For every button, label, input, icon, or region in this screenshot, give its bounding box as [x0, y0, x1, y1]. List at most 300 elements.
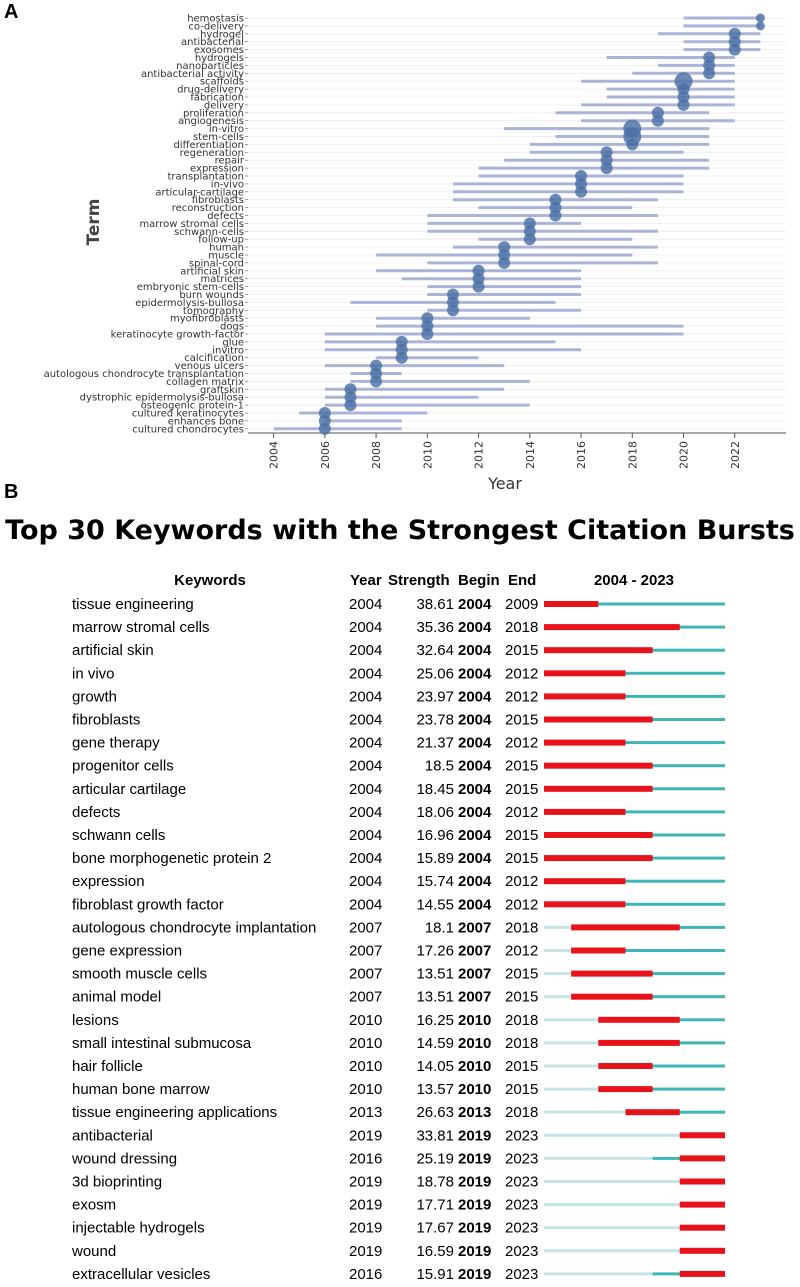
begin-value: 2019: [458, 1242, 492, 1260]
burst-row: [72, 1174, 725, 1191]
year-value: 2004: [349, 803, 383, 821]
keyword: 3d bioprinting: [72, 1173, 163, 1191]
burst-segment: [680, 1202, 725, 1208]
keyword: small intestinal submucosa: [72, 1034, 252, 1052]
begin-value: 2004: [458, 780, 492, 798]
begin-value: 2007: [458, 942, 492, 960]
keyword: bone morphogenetic protein 2: [72, 850, 272, 868]
inactive-segment: [544, 1088, 598, 1091]
strength-value: 17.71: [416, 1196, 454, 1214]
inactive-segment: [544, 972, 571, 975]
peak-point-articular-cartilage: [575, 186, 587, 198]
strength-value: 38.61: [416, 596, 454, 613]
panel-a-x-ticks: [268, 433, 742, 469]
burst-row: [71, 1150, 725, 1167]
x-tick-label: 2006: [318, 441, 332, 469]
begin-value: 2019: [458, 1219, 492, 1237]
term-label: stem-cells: [192, 132, 244, 143]
x-tick-label: 2012: [472, 441, 486, 469]
end-value: 2015: [505, 1081, 539, 1099]
strength-value: 17.26: [416, 942, 454, 960]
keyword: fibroblast growth factor: [72, 896, 224, 914]
burst-row: [72, 827, 725, 844]
keyword: lesions: [72, 1011, 119, 1029]
year-value: 2013: [349, 1104, 383, 1122]
term-label: exosomes: [193, 45, 244, 57]
peak-point-differentiation: [626, 138, 638, 150]
end-value: 2018: [505, 1034, 539, 1052]
term-label: delivery: [203, 100, 244, 112]
begin-value: 2004: [458, 873, 492, 891]
strength-value: 16.25: [416, 1011, 454, 1029]
burst-segment: [680, 1155, 725, 1161]
end-value: 2023: [505, 1173, 539, 1191]
header-strength: Strength: [388, 572, 450, 589]
term-label: hydrogel: [200, 29, 244, 41]
burst-row: [72, 1104, 725, 1121]
x-tick-label: 2014: [523, 441, 537, 469]
year-value: 2007: [349, 988, 383, 1006]
end-value: 2015: [505, 1058, 539, 1075]
keyword: antibacterial: [72, 1127, 153, 1145]
end-value: 2012: [505, 873, 539, 891]
term-label: collagen matrix: [166, 376, 244, 388]
end-value: 2023: [505, 1242, 539, 1260]
peak-point-embryonic-stem-cells: [473, 281, 485, 293]
burst-row: [72, 1220, 725, 1237]
strength-value: 13.51: [416, 965, 454, 983]
keyword: wound dressing: [72, 1150, 178, 1168]
year-value: 2019: [349, 1173, 383, 1191]
keyword: fibroblasts: [72, 711, 141, 729]
burst-row: [72, 1266, 725, 1283]
burst-row: [72, 896, 725, 913]
header-year: Year: [350, 572, 382, 589]
strength-value: 25.06: [416, 665, 454, 683]
inactive-segment: [544, 1065, 598, 1068]
begin-value: 2010: [458, 1058, 492, 1075]
burst-segment: [571, 948, 625, 954]
burst-row: [72, 596, 725, 613]
term-label: spinal-cord: [188, 258, 244, 270]
strength-value: 16.59: [416, 1242, 454, 1260]
panel-a-term-labels: [44, 14, 248, 436]
end-value: 2012: [505, 688, 539, 706]
peak-point-exosomes: [729, 44, 741, 56]
end-value: 2015: [505, 827, 539, 844]
year-value: 2010: [349, 1081, 383, 1099]
end-value: 2023: [505, 1196, 539, 1214]
peak-point-tomography: [447, 304, 459, 316]
burst-segment: [680, 1248, 725, 1254]
term-label: angiogenesis: [178, 116, 244, 128]
term-label: cultured chondrocytes: [132, 424, 244, 436]
begin-value: 2004: [458, 665, 492, 683]
burst-segment: [544, 601, 598, 607]
strength-value: 16.96: [416, 827, 454, 844]
year-value: 2010: [349, 1034, 383, 1052]
end-value: 2012: [505, 734, 539, 752]
burst-segment: [571, 994, 652, 1000]
begin-value: 2007: [458, 965, 492, 983]
peak-point-angiogenesis: [652, 115, 664, 127]
end-value: 2023: [505, 1150, 539, 1168]
keyword: tissue engineering: [72, 596, 194, 613]
term-label: transplantation: [167, 171, 244, 183]
burst-segment: [544, 740, 625, 746]
term-label: repair: [214, 155, 244, 167]
begin-value: 2004: [458, 734, 492, 752]
begin-value: 2004: [458, 803, 492, 821]
burst-row: [71, 1243, 725, 1260]
burst-row: [72, 688, 725, 705]
header-end: End: [508, 572, 537, 589]
inactive-segment: [544, 1226, 680, 1229]
begin-value: 2019: [458, 1127, 492, 1145]
burst-segment: [571, 924, 680, 930]
term-label: dystrophic epidermolysis-bullosa: [79, 392, 244, 404]
term-label: embryonic stem-cells: [136, 282, 244, 294]
term-label: antibacterial activity: [140, 68, 244, 80]
end-value: 2023: [505, 1265, 539, 1283]
term-label: in-vitro: [208, 124, 244, 136]
begin-value: 2007: [458, 919, 492, 937]
term-label: human: [209, 242, 244, 254]
term-label: fibroblasts: [191, 195, 244, 207]
burst-row: [72, 966, 725, 983]
burst-row: [72, 804, 725, 821]
header-keywords: Keywords: [174, 572, 246, 589]
term-label: matrices: [200, 274, 244, 286]
year-value: 2019: [349, 1127, 383, 1145]
peak-point-keratinocyte-growth-factor: [421, 328, 433, 340]
strength-value: 35.36: [416, 619, 454, 637]
term-label: invitro: [212, 345, 244, 357]
begin-value: 2004: [458, 619, 492, 637]
end-value: 2023: [505, 1219, 539, 1237]
term-label: regeneration: [179, 147, 244, 159]
begin-value: 2004: [458, 596, 492, 613]
year-value: 2010: [349, 1058, 383, 1075]
inactive-segment: [544, 1272, 653, 1275]
begin-value: 2010: [458, 1081, 492, 1099]
term-label: autologous chondrocyte transplantation: [43, 369, 244, 380]
term-label: dogs: [219, 321, 244, 333]
end-value: 2018: [505, 619, 539, 637]
x-tick-label: 2018: [626, 441, 640, 469]
burst-segment: [680, 1132, 725, 1138]
term-label: schwann-cells: [173, 226, 244, 238]
begin-value: 2013: [458, 1104, 492, 1122]
end-value: 2015: [505, 780, 539, 798]
keyword: articular cartilage: [72, 780, 187, 798]
term-label: drug-delivery: [177, 84, 244, 96]
begin-value: 2004: [458, 896, 492, 914]
begin-value: 2004: [458, 688, 492, 706]
inactive-segment: [544, 1157, 653, 1160]
keyword: human bone marrow: [72, 1081, 210, 1099]
keyword: schwann cells: [72, 827, 166, 844]
keyword: wound: [72, 1242, 117, 1260]
strength-value: 17.67: [416, 1219, 454, 1237]
term-label: reconstruction: [171, 203, 244, 215]
inactive-segment: [544, 1203, 680, 1206]
year-value: 2004: [349, 757, 383, 775]
term-label: cultured keratinocytes: [131, 408, 244, 420]
term-label: tomography: [182, 305, 244, 317]
inactive-segment: [544, 1041, 598, 1044]
term-label: epidermolysis-bullosa: [135, 297, 244, 309]
term-label: enhances bone: [167, 416, 244, 428]
burst-segment: [544, 670, 625, 676]
strength-value: 32.64: [416, 642, 454, 660]
keyword: gene therapy: [72, 734, 160, 752]
year-value: 2019: [349, 1219, 383, 1237]
burst-segment: [544, 647, 653, 653]
x-tick-label: 2008: [370, 441, 384, 469]
strength-value: 21.37: [416, 734, 454, 752]
begin-value: 2019: [458, 1265, 492, 1283]
peak-point-hemostasis: [756, 14, 765, 23]
term-label: myofibroblasts: [169, 313, 244, 325]
term-label: calcification: [184, 353, 244, 365]
peak-point-spinal-cord: [498, 257, 510, 269]
term-label: articular-cartilage: [155, 187, 244, 199]
keyword: extracellular vesicles: [72, 1265, 211, 1283]
strength-value: 14.55: [416, 896, 454, 914]
burst-segment: [598, 1040, 679, 1046]
year-value: 2007: [349, 919, 383, 937]
keyword: exosm: [72, 1196, 117, 1214]
burst-segment: [625, 1109, 679, 1115]
burst-row: [72, 712, 725, 729]
year-value: 2016: [349, 1265, 383, 1283]
end-value: 2015: [505, 711, 539, 729]
term-label: osteogenic protein-1: [140, 400, 244, 412]
year-value: 2007: [349, 942, 383, 960]
begin-value: 2010: [458, 1034, 492, 1052]
year-value: 2004: [349, 850, 383, 868]
inactive-segment: [544, 1249, 680, 1252]
peak-point-delivery: [678, 99, 690, 111]
year-value: 2004: [349, 596, 383, 613]
peak-point-osteogenic-protein-1: [344, 399, 356, 411]
x-tick-label: 2020: [677, 441, 691, 469]
burst-segment: [544, 855, 653, 861]
burst-segment: [571, 971, 652, 977]
strength-value: 23.78: [416, 711, 454, 729]
end-value: 2015: [505, 965, 539, 983]
term-label: in-vivo: [210, 179, 244, 191]
inactive-segment: [544, 1180, 680, 1183]
term-label: glue: [222, 337, 244, 349]
burst-row: [72, 1012, 725, 1029]
begin-value: 2019: [458, 1173, 492, 1191]
begin-value: 2019: [458, 1150, 492, 1168]
end-value: 2018: [505, 919, 539, 937]
end-value: 2023: [505, 1127, 539, 1145]
year-value: 2004: [349, 642, 383, 660]
term-label: defects: [207, 211, 244, 222]
peak-point-defects: [549, 210, 561, 222]
term-label: follow-up: [198, 234, 244, 246]
inactive-segment: [544, 926, 571, 929]
burst-row: [72, 943, 725, 960]
burst-row: [72, 758, 725, 775]
end-value: 2018: [505, 1011, 539, 1029]
keyword: in vivo: [72, 665, 115, 683]
keyword: smooth muscle cells: [72, 965, 208, 983]
x-tick-label: 2016: [575, 441, 589, 469]
strength-value: 23.97: [416, 688, 454, 706]
begin-value: 2004: [458, 850, 492, 868]
year-value: 2019: [349, 1242, 383, 1260]
burst-segment: [544, 809, 625, 815]
burst-segment: [544, 901, 625, 907]
peak-point-antibacterial-activity: [703, 67, 715, 79]
end-value: 2018: [505, 1104, 539, 1122]
header-range: 2004 - 2023: [593, 572, 675, 589]
burst-segment: [544, 832, 653, 838]
end-value: 2015: [505, 642, 539, 660]
burst-row: [72, 919, 725, 936]
keyword: hair follicle: [72, 1058, 143, 1075]
begin-value: 2010: [458, 1011, 492, 1029]
burst-row: [72, 873, 725, 890]
strength-value: 26.63: [416, 1104, 454, 1122]
term-label: hydrogels: [194, 53, 244, 64]
term-label: proliferation: [183, 108, 244, 120]
year-value: 2004: [349, 734, 383, 752]
keyword: gene expression: [72, 942, 183, 960]
year-value: 2010: [349, 1011, 383, 1029]
burst-row: [72, 989, 725, 1006]
term-label: scaffolds: [199, 76, 244, 88]
term-label: burn wounds: [179, 290, 244, 301]
strength-value: 15.74: [416, 873, 454, 891]
x-tick-label: 2004: [267, 441, 281, 469]
end-value: 2012: [505, 896, 539, 914]
burst-row: [72, 1035, 725, 1052]
strength-value: 25.19: [416, 1150, 454, 1168]
term-label: nanoparticles: [176, 60, 244, 72]
term-label: venous ulcers: [174, 361, 244, 373]
burst-row: [72, 1127, 725, 1144]
burst-segment: [544, 717, 653, 723]
end-value: 2015: [505, 850, 539, 868]
year-value: 2004: [349, 688, 383, 706]
burst-segment: [544, 786, 653, 792]
strength-value: 18.78: [416, 1173, 454, 1191]
panel-b-label: B: [4, 481, 19, 503]
x-tick-label: 2022: [728, 441, 742, 469]
burst-row: [72, 665, 725, 682]
begin-value: 2004: [458, 827, 492, 844]
burst-row: [72, 619, 725, 636]
term-label: hemostasis: [187, 13, 244, 25]
burst-segment: [544, 693, 625, 699]
panel-a-y-axis-title: Term: [84, 198, 104, 246]
x-tick-label: 2010: [421, 441, 435, 469]
burst-segment: [544, 878, 625, 884]
panel-a-x-axis-title: Year: [488, 474, 522, 493]
burst-row: [72, 642, 725, 659]
strength-value: 13.57: [416, 1081, 454, 1099]
burst-segment: [680, 1225, 725, 1231]
peak-point-co-delivery: [756, 21, 765, 30]
keyword: progenitor cells: [72, 757, 174, 775]
inactive-segment: [544, 995, 571, 998]
burst-segment: [544, 763, 653, 769]
term-label: graftskin: [200, 384, 244, 396]
end-value: 2015: [505, 988, 539, 1006]
keyword: animal model: [72, 988, 162, 1006]
burst-row: [72, 1081, 725, 1098]
year-value: 2004: [349, 780, 383, 798]
begin-value: 2004: [458, 711, 492, 729]
term-label: marrow stromal cells: [139, 218, 244, 230]
keyword: autologous chondrocyte implantation: [72, 919, 317, 937]
keyword: tissue engineering applications: [72, 1104, 278, 1122]
term-label: antibacterial: [180, 37, 244, 49]
year-value: 2004: [349, 873, 383, 891]
burst-row: [72, 1058, 725, 1075]
end-value: 2012: [505, 665, 539, 683]
year-value: 2004: [349, 896, 383, 914]
inactive-segment: [544, 1111, 625, 1114]
burst-segment: [598, 1063, 652, 1069]
year-value: 2004: [349, 665, 383, 683]
end-value: 2009: [505, 596, 539, 613]
strength-value: 18.5: [424, 757, 454, 775]
term-label: fabrication: [190, 92, 244, 104]
panel-a-trend-topics: [4, 1, 786, 493]
burst-row: [72, 735, 725, 752]
end-value: 2012: [505, 942, 539, 960]
strength-value: 13.51: [416, 988, 454, 1006]
strength-value: 15.91: [416, 1265, 454, 1283]
year-value: 2019: [349, 1196, 383, 1214]
strength-value: 14.59: [416, 1034, 454, 1052]
term-label: keratinocyte growth-factor: [110, 329, 244, 341]
burst-segment: [680, 1271, 725, 1277]
peak-point-calcification: [396, 352, 408, 364]
panel-b-title: Top 30 Keywords with the Strongest Citation Bursts: [5, 515, 795, 546]
strength-value: 18.1: [424, 919, 454, 937]
inactive-segment: [544, 949, 571, 952]
burst-segment: [680, 1179, 725, 1185]
keyword: defects: [72, 803, 121, 821]
panel-a-label: A: [4, 1, 19, 23]
year-value: 2007: [349, 965, 383, 983]
strength-value: 14.05: [416, 1058, 454, 1075]
begin-value: 2004: [458, 642, 492, 660]
inactive-segment: [544, 1018, 598, 1021]
year-value: 2004: [349, 619, 383, 637]
strength-value: 15.89: [416, 850, 454, 868]
end-value: 2015: [505, 757, 539, 775]
panel-b-rows: [71, 596, 725, 1283]
term-label: co-delivery: [188, 21, 244, 33]
peak-point-follow-up: [524, 233, 536, 245]
begin-value: 2004: [458, 757, 492, 775]
header-begin: Begin: [458, 572, 500, 589]
keyword: artificial skin: [72, 642, 154, 660]
year-value: 2016: [349, 1150, 383, 1168]
begin-value: 2007: [458, 988, 492, 1006]
keyword: marrow stromal cells: [72, 619, 210, 637]
keyword: growth: [72, 688, 118, 706]
